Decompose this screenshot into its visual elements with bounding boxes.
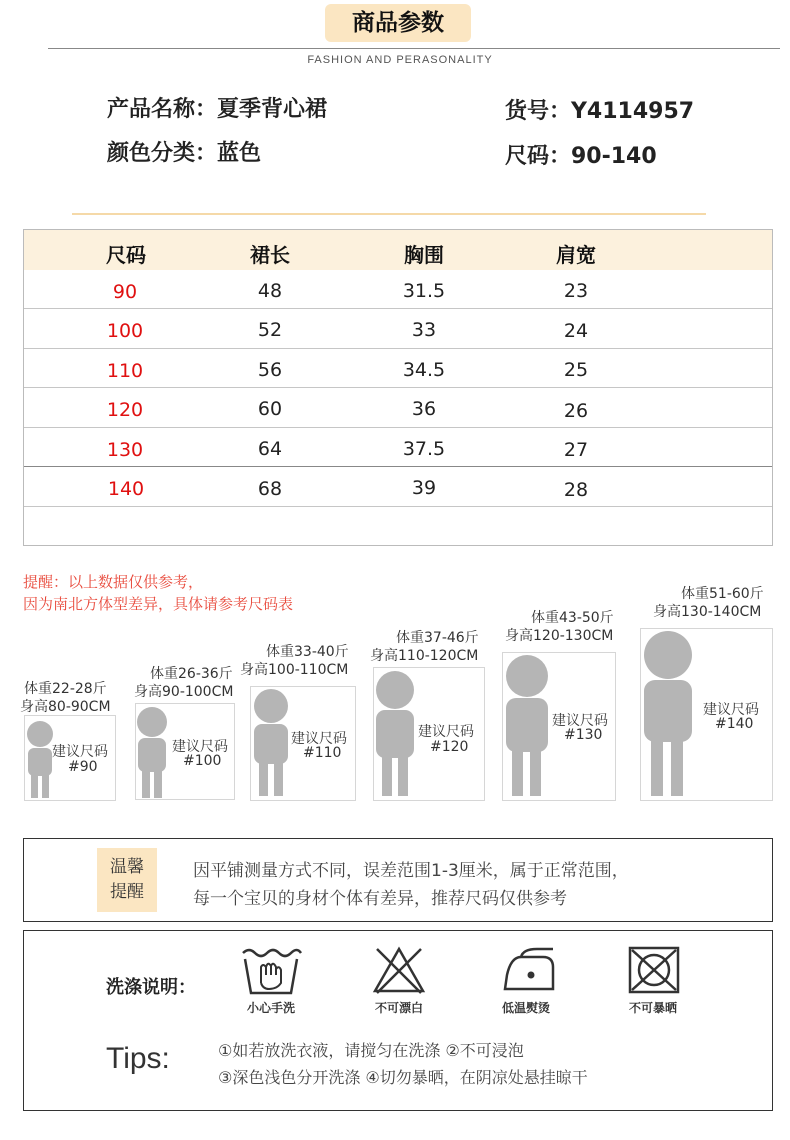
tips-line-2: ③深色浅色分开洗涤 ④切勿暴晒，在阴凉处悬挂晾干 — [218, 1068, 588, 1087]
row6-length: 68 — [257, 478, 283, 500]
row4-chest: 36 — [411, 398, 437, 420]
row5-length: 64 — [257, 438, 283, 460]
row5-size: 130 — [106, 439, 144, 461]
row-divider — [24, 308, 772, 309]
figure1-weight: 体重22-28斤 — [24, 681, 107, 697]
header-length: 裙长 — [250, 243, 290, 267]
figure1-size: #90 — [68, 759, 98, 775]
no-bleach-icon — [371, 945, 427, 995]
hand-wash-icon — [239, 945, 303, 997]
row-divider — [24, 348, 772, 349]
figure3-size: #110 — [303, 745, 342, 761]
row3-size: 110 — [106, 360, 144, 382]
child-figure-icon — [638, 628, 700, 800]
wash-title: 洗涤说明： — [106, 977, 196, 998]
page-title: 商品参数 — [325, 4, 471, 42]
figure6-suggest: 建议尺码 — [703, 702, 759, 718]
row-divider — [24, 387, 772, 388]
row4-length: 60 — [257, 398, 283, 420]
figure6-weight: 体重51-60斤 — [681, 586, 764, 602]
row-divider — [24, 506, 772, 507]
figure5-size: #130 — [564, 727, 603, 743]
row1-size: 90 — [112, 281, 138, 303]
figure5-height: 身高120-130CM — [505, 628, 614, 644]
figure1-height: 身高80-90CM — [20, 699, 111, 715]
no-sun-dry-label: 不可暴晒 — [628, 1001, 677, 1015]
row6-chest: 39 — [411, 477, 437, 499]
row1-chest: 31.5 — [402, 280, 446, 302]
tips-line-1: ①如若放洗衣液，请搅匀在洗涤 ②不可浸泡 — [218, 1041, 524, 1060]
child-figure-icon — [370, 668, 422, 800]
figure5-weight: 体重43-50斤 — [531, 610, 614, 626]
notice-tag-line-2: 提醒 — [110, 882, 144, 902]
header-shoulder: 肩宽 — [556, 243, 596, 267]
notice-tag — [97, 848, 157, 912]
no-sun-dry-icon — [626, 944, 682, 996]
figure2-weight: 体重26-36斤 — [150, 666, 233, 682]
figure4-size: #120 — [430, 739, 469, 755]
reminder-line-2: 因为南北方体型差异，具体请参考尺码表 — [23, 595, 294, 613]
page-subtitle: FASHION AND PERASONALITY — [307, 54, 493, 66]
row2-chest: 33 — [411, 319, 437, 341]
figure4-weight: 体重37-46斤 — [396, 630, 479, 646]
item-number: 货号：Y4114957 — [505, 99, 695, 124]
row-divider — [24, 466, 772, 467]
child-figure-icon — [500, 652, 556, 800]
table-header — [24, 230, 772, 270]
product-name: 产品名称：夏季背心裙 — [107, 97, 328, 122]
low-iron-icon — [497, 945, 559, 995]
size-table — [23, 229, 773, 546]
tips-label: Tips: — [106, 1042, 170, 1075]
row5-chest: 37.5 — [402, 438, 446, 460]
low-iron-label: 低温熨烫 — [501, 1001, 550, 1015]
title-divider — [48, 48, 780, 49]
figure4-height: 身高110-120CM — [370, 648, 479, 664]
row3-chest: 34.5 — [402, 359, 446, 381]
color-category: 颜色分类：蓝色 — [107, 141, 262, 166]
notice-line-1: 因平铺测量方式不同，误差范围1-3厘米，属于正常范围， — [193, 861, 629, 881]
header-chest: 胸围 — [404, 243, 444, 267]
row-divider — [24, 427, 772, 428]
figure6-size: #140 — [715, 716, 754, 732]
row1-shoulder: 23 — [563, 280, 589, 302]
reminder-line-1: 提醒：以上数据仅供参考， — [23, 573, 204, 591]
header-size: 尺码 — [106, 243, 146, 267]
child-figure-icon — [132, 704, 172, 802]
figure2-height: 身高90-100CM — [134, 684, 234, 700]
row2-length: 52 — [257, 319, 283, 341]
figure6-height: 身高130-140CM — [653, 604, 762, 620]
row6-size: 140 — [107, 478, 145, 500]
row2-shoulder: 24 — [563, 320, 589, 342]
figure2-size: #100 — [183, 753, 222, 769]
notice-tag-line-1: 温馨 — [110, 857, 144, 877]
hand-wash-label: 小心手洗 — [246, 1001, 295, 1015]
row2-size: 100 — [106, 320, 144, 342]
no-bleach-label: 不可漂白 — [374, 1001, 423, 1015]
figure4-suggest: 建议尺码 — [418, 724, 474, 740]
figure3-suggest: 建议尺码 — [291, 731, 347, 747]
row3-shoulder: 25 — [563, 359, 589, 381]
row4-shoulder: 26 — [563, 400, 589, 422]
figure1-suggest: 建议尺码 — [52, 744, 108, 760]
size-range: 尺码：90-140 — [505, 144, 657, 169]
row5-shoulder: 27 — [563, 439, 589, 461]
figure2-suggest: 建议尺码 — [172, 739, 228, 755]
figure5-suggest: 建议尺码 — [552, 713, 608, 729]
info-divider — [72, 213, 706, 215]
figure3-weight: 体重33-40斤 — [266, 644, 349, 660]
child-figure-icon — [248, 686, 294, 800]
notice-line-2: 每一个宝贝的身材个体有差异，推荐尺码仅供参考 — [193, 889, 567, 909]
row6-shoulder: 28 — [563, 479, 589, 501]
row4-size: 120 — [106, 399, 144, 421]
row1-length: 48 — [257, 280, 283, 302]
figure3-height: 身高100-110CM — [240, 662, 349, 678]
row3-length: 56 — [257, 359, 283, 381]
